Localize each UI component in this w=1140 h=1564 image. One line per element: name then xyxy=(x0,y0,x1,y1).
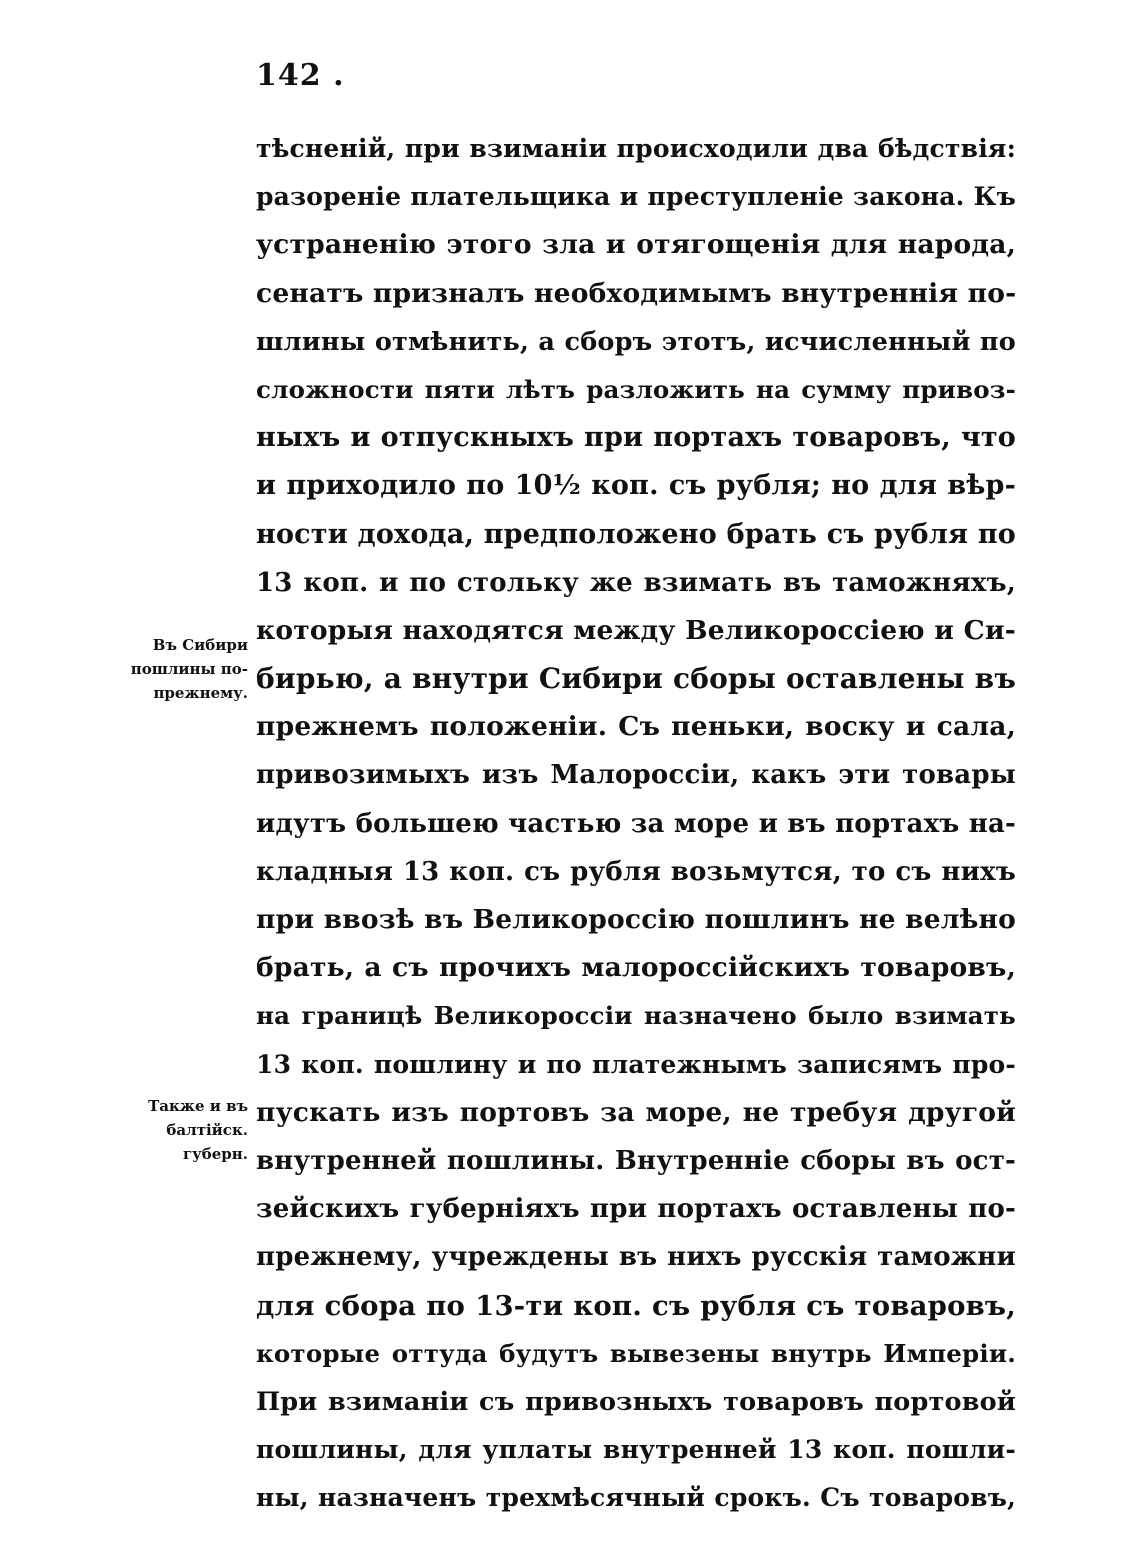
text-line: ны, назначенъ трехмѣсячный срокъ. Съ товаровъ, xyxy=(256,1483,1016,1513)
text-line: устраненію этого зла и отягощенія для народа, xyxy=(256,229,1016,261)
text-line: зейскихъ губерніяхъ при портахъ оставлены по- xyxy=(256,1194,1016,1225)
margin-note-line: Также и въ xyxy=(148,1097,248,1115)
text-line: 13 коп. и по стольку же взимать въ таможняхъ, xyxy=(256,567,1016,598)
text-line: При взиманіи съ привозныхъ товаровъ портовой xyxy=(256,1386,1016,1417)
text-line: пошлины, для уплаты внутренней 13 коп. пошли- xyxy=(256,1435,1016,1465)
text-line: разореніе плательщика и преступленіе закона. Къ xyxy=(256,182,1016,212)
text-line: внутренней пошлины. Внутренніе сборы въ ост- xyxy=(256,1145,1016,1176)
margin-note-line: Въ Сибири xyxy=(152,636,248,654)
page-number: 142 . xyxy=(256,58,345,93)
margin-note-line: прежнему. xyxy=(153,684,248,702)
text-line: прежнему, учреждены въ нихъ русскія таможни xyxy=(256,1242,1016,1273)
text-line: прежнемъ положеніи. Съ пеньки, воску и сала, xyxy=(256,711,1016,743)
text-line: шлины отмѣнить, а сборъ этотъ, исчисленный по xyxy=(256,326,1016,357)
margin-note-baltic xyxy=(112,1094,248,1166)
body-text xyxy=(256,125,1016,1522)
margin-note-line: губерн. xyxy=(182,1145,248,1163)
margin-note-siberia xyxy=(112,633,248,705)
margin-note-line: пошлины по- xyxy=(130,660,248,678)
text-line: идутъ большею частью за море и въ портахъ на- xyxy=(256,808,1016,839)
text-line: привозимыхъ изъ Малороссіи, какъ эти товары xyxy=(256,760,1016,791)
text-line: пускать изъ портовъ за море, не требуя другой xyxy=(256,1096,1016,1128)
text-line: 13 коп. пошлину и по платежнымъ записямъ про- xyxy=(256,1049,1016,1079)
text-line: сенатъ призналъ необходимымъ внутреннія по- xyxy=(256,277,1017,309)
text-line: кладныя 13 коп. съ рубля возьмутся, то съ нихъ xyxy=(256,856,1016,887)
text-line: брать, а съ прочихъ малороссійскихъ товаровъ, xyxy=(256,952,1016,984)
margin-note-line: балтійск. xyxy=(166,1121,248,1139)
text-line: для сбора по 13-ти коп. съ рубля съ товаровъ, xyxy=(256,1289,1016,1322)
text-line: и приходило по 10½ коп. съ рубля; но для вѣр- xyxy=(256,470,1016,502)
text-line: ныхъ и отпускныхъ при портахъ товаровъ, что xyxy=(256,422,1016,454)
text-line: сложности пяти лѣтъ разложить на сумму привоз- xyxy=(256,374,1016,404)
text-line: бирью, а внутри Сибири сборы оставлены въ xyxy=(256,662,1016,696)
text-line: которые оттуда будутъ вывезены внутрь Имперіи. xyxy=(256,1338,1016,1368)
text-line: которыя находятся между Великороссіею и Си- xyxy=(256,614,1016,646)
text-line: на границѣ Великороссіи назначено было взимать xyxy=(256,1001,1016,1031)
text-line: ности дохода, предположено брать съ рубля по xyxy=(256,518,1016,550)
text-line: тѣсненій, при взиманіи происходили два бѣдствія: xyxy=(256,134,1016,163)
text-line: при ввозѣ въ Великороссію пошлинъ не велѣно xyxy=(256,904,1016,935)
